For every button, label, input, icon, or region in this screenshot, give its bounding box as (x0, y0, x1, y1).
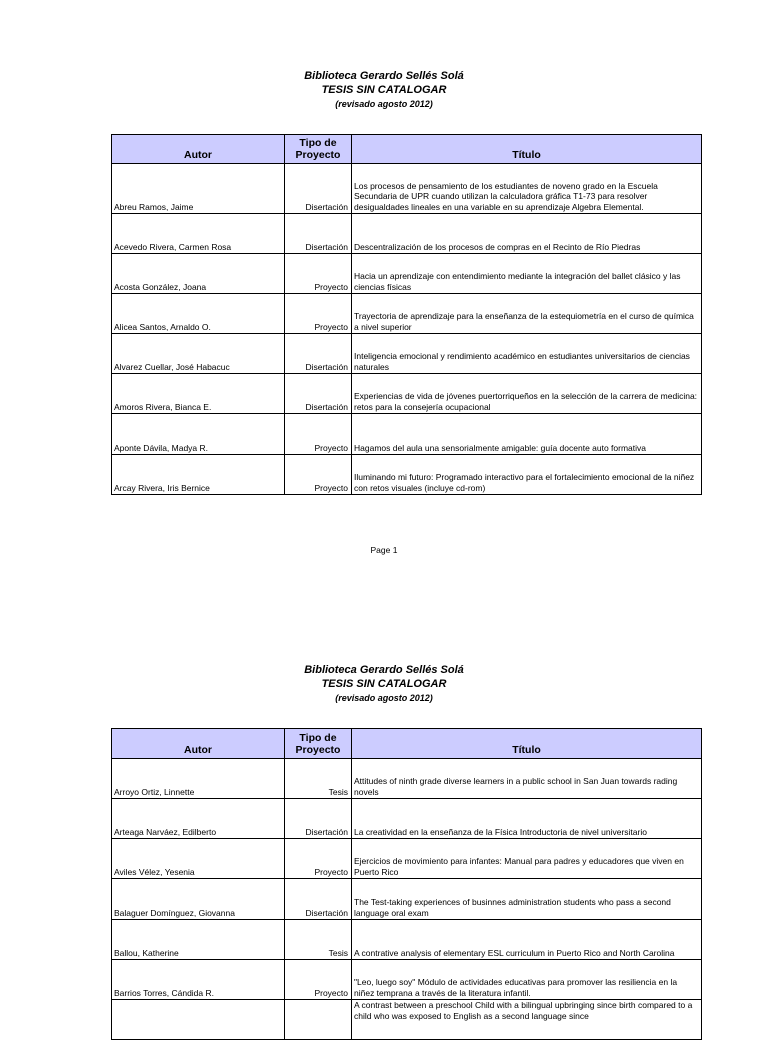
column-header-tipo: Tipo de Proyecto (285, 729, 352, 759)
cell-titulo: Inteligencia emocional y rendimiento académico en estudiantes universitarios de ciencias naturales (352, 334, 702, 374)
column-header-autor: Autor (112, 729, 285, 759)
table-row (112, 294, 702, 334)
column-header-tipo: Tipo de Proyecto (285, 135, 352, 164)
table-row (112, 879, 702, 920)
cell-autor: Ballou, Katherine (112, 920, 285, 960)
cell-titulo: Experiencias de vida de jóvenes puertorriqueños en la selección de la carrera de medicina: retos para la consejería ocupacional (352, 374, 702, 414)
cell-titulo: Hagamos del aula una sensorialmente amigable: guía docente auto formativa (352, 414, 702, 455)
cell-autor: Arroyo Ortiz, Linnette (112, 759, 285, 799)
cell-tipo: Tesis (285, 920, 352, 960)
cell-tipo: Proyecto (285, 414, 352, 455)
table-row (112, 920, 702, 960)
cell-tipo: Proyecto (285, 455, 352, 495)
page-number: Page 1 (370, 545, 398, 555)
cell-autor: Balaguer Domínguez, Giovanna (112, 879, 285, 920)
cell-titulo: Los procesos de pensamiento de los estudiantes de noveno grado en la Escuela Secundaria de UPR cuando utilizan la calculadora gráfica T1-73 para resolver desigualdades lineales en una variable en su aprendizaje Algebra Elemental. (352, 164, 702, 214)
cell-tipo: Disertación (285, 374, 352, 414)
cell-autor: Arcay Rivera, Iris Bernice (112, 455, 285, 495)
table-header-row (112, 729, 702, 759)
revision-note: (revisado agosto 2012) (335, 99, 433, 109)
thesis-table-page-1 (111, 134, 702, 495)
column-header-autor: Autor (112, 135, 285, 164)
cell-titulo: La creatividad en la enseñanza de la Física Introductoria de nivel universitario (352, 799, 702, 839)
table-header-row (112, 135, 702, 164)
table-row (112, 254, 702, 294)
cell-titulo: Descentralización de los procesos de compras en el Recinto de Río Piedras (352, 214, 702, 254)
cell-tipo (285, 1000, 352, 1040)
cell-autor: Alvarez Cuellar, José Habacuc (112, 334, 285, 374)
table-row (112, 414, 702, 455)
table-row (112, 960, 702, 1000)
cell-autor: Abreu Ramos, Jaime (112, 164, 285, 214)
cell-titulo: Hacia un aprendizaje con entendimiento mediante la integración del ballet clásico y las ciencias físicas (352, 254, 702, 294)
cell-autor: Acevedo Rivera, Carmen Rosa (112, 214, 285, 254)
cell-titulo: Ejercicios de movimiento para infantes: Manual para padres y educadores que viven en Puerto Rico (352, 839, 702, 879)
library-name: Biblioteca Gerardo Sellés Solá (304, 70, 464, 82)
cell-titulo: Iluminando mi futuro: Programado interactivo para el fortalecimiento emocional de la niñez con retos visuales (incluye cd-rom) (352, 455, 702, 495)
cell-tipo: Proyecto (285, 960, 352, 1000)
table-row (112, 455, 702, 495)
cell-tipo: Disertación (285, 334, 352, 374)
table-row (112, 374, 702, 414)
cell-tipo: Proyecto (285, 839, 352, 879)
cell-tipo: Proyecto (285, 294, 352, 334)
table-row (112, 164, 702, 214)
revision-note: (revisado agosto 2012) (335, 693, 433, 703)
cell-autor: Arteaga Narváez, Edilberto (112, 799, 285, 839)
cell-tipo: Tesis (285, 759, 352, 799)
cell-autor: Aponte Dávila, Madya R. (112, 414, 285, 455)
cell-autor (112, 1000, 285, 1040)
table-row (112, 759, 702, 799)
cell-autor: Acosta González, Joana (112, 254, 285, 294)
column-header-titulo: Título (352, 729, 702, 759)
cell-autor: Barrios Torres, Cándida R. (112, 960, 285, 1000)
cell-tipo: Disertación (285, 879, 352, 920)
column-header-titulo: Título (352, 135, 702, 164)
table-row (112, 799, 702, 839)
library-name: Biblioteca Gerardo Sellés Solá (304, 664, 464, 676)
table-row (112, 839, 702, 879)
table-row (112, 334, 702, 374)
cell-titulo: A contrast between a preschool Child with a bilingual upbringing since birth compared to a child who was exposed to English as a second language since (352, 1000, 702, 1040)
thesis-table-page-2 (111, 728, 702, 1040)
table-row (112, 1000, 702, 1040)
cell-tipo: Disertación (285, 164, 352, 214)
document-heading: TESIS SIN CATALOGAR (321, 678, 447, 690)
cell-autor: Alicea Santos, Arnaldo O. (112, 294, 285, 334)
table-row (112, 214, 702, 254)
cell-titulo: Attitudes of ninth grade diverse learners in a public school in San Juan towards rading novels (352, 759, 702, 799)
cell-autor: Aviles Vélez, Yesenia (112, 839, 285, 879)
cell-tipo: Disertación (285, 799, 352, 839)
cell-titulo: Trayectoria de aprendizaje para la enseñanza de la estequiometría en el curso de química a nivel superior (352, 294, 702, 334)
cell-titulo: "Leo, luego soy" Módulo de actividades educativas para promover las resiliencia en la niñez temprana a través de la literatura infantil. (352, 960, 702, 1000)
cell-tipo: Proyecto (285, 254, 352, 294)
document-heading: TESIS SIN CATALOGAR (321, 84, 447, 96)
cell-tipo: Disertación (285, 214, 352, 254)
cell-titulo: The Test-taking experiences of businnes administration students who pass a second language oral exam (352, 879, 702, 920)
cell-titulo: A contrative analysis of elementary ESL curriculum in Puerto Rico and North Carolina (352, 920, 702, 960)
cell-autor: Amoros Rivera, Bianca E. (112, 374, 285, 414)
